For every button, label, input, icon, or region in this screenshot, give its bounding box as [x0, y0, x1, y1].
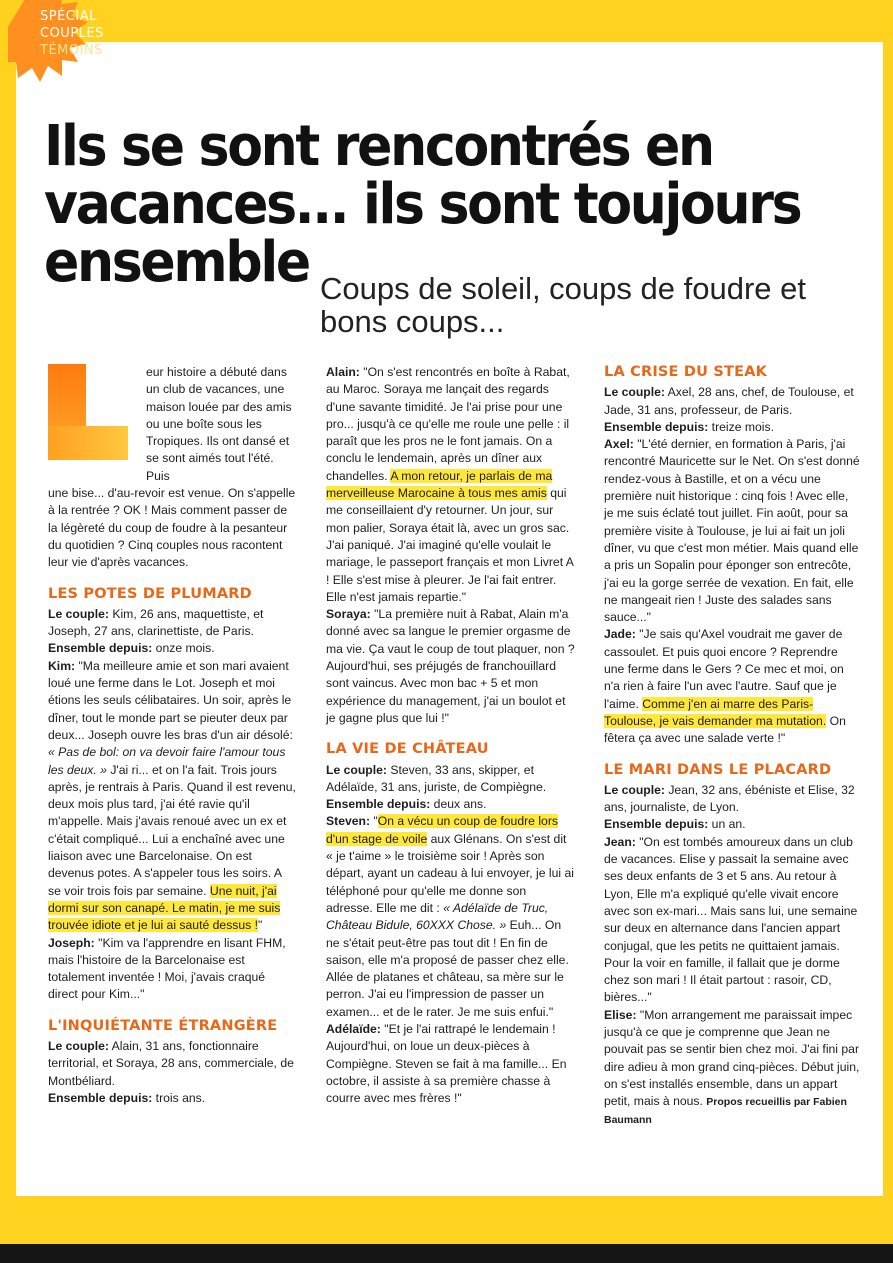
steak-since: Ensemble depuis: treize mois. — [604, 419, 774, 434]
etrangere-couple: Le couple: Alain, 31 ans, fonctionnaire territorial, et Soraya, 28 ans, commerciale, de Montbéliard. — [48, 1038, 294, 1088]
badge-line-3: TÉMOINS — [40, 43, 103, 58]
potes-since: Ensemble depuis: onze mois. — [48, 641, 215, 656]
potes-joseph: Joseph: "Kim va l'apprendre en lisant FHM, mais l'histoire de la Barcelonaise est totalement inventée ! Moi, j'avais craqué direct pour Kim..." — [48, 935, 286, 1002]
intro-rest: une bise... d'au-revoir est venue. On s'appelle à la rentrée ? OK ! Mais comment passer de la légèreté du coup de foudre à la pesanteur du quotidien ? Cinq couples nous racontent leur vie d'après vacances. — [48, 486, 296, 570]
section-title-etrangere: L'INQUIÉTANTE ÉTRANGÈRE — [48, 1017, 278, 1034]
section-title-placard: LE MARI DANS LE PLACARD — [604, 761, 832, 778]
potes-kim: Kim: "Ma meilleure amie et son mari avaient loué une ferme dans le Lot. Joseph et moi étions les seuls célibataires. Un soir, après le dîner, tout le monde part se pieuter deux par deux... Joseph ouvre les bras d'un air désolé: « Pas de bol: on va devoir faire l'amour tous les deux. » J'ai ri... et on l'a fait. Trois jours après, je rentrais à Paris. Quand il est revenu, deux mois plus tard, j'ai été ravie qu'il m'appelle. Mais j'avais renoué avec un ex et c'était compliqué... Lui a enchaîné avec une liaison avec une Barcelonaise. On est devenus potes. A s'appeler tous les soirs. A se voir trois fois par semaine. Une nuit, j'ai dormi sur son canapé. Le matin, je me suis trouvée idiote et je lui ai sauté dessus !" — [48, 658, 296, 933]
column-2 — [326, 364, 576, 1107]
etrangere-alain: Alain: "On s'est rencontrés en boîte à Rabat, au Maroc. Soraya me lançait des regards d'une savante timidité. Je l'ai prise pour une pro... jusqu'à ce qu'elle me roule une pelle : il paraît que les pros ne le font jamais. On a conclu le lendemain, après un dîner aux chandelles. A mon retour, je parlais de ma merveilleuse Marocaine à tous mes amis qui me conseillaient d'y retourner. Un jour, sur mon palier, Soraya était là, avec un gros sac. J'ai paniqué. J'ai imaginé qu'elle voulait le mariage, le passeport français et mon Livret A ! Elle s'est mise à pleurer. Je l'ai fait entrer. Elle n'est jamais repartie." — [326, 365, 574, 604]
section-title-chateau: LA VIE DE CHÂTEAU — [326, 741, 489, 758]
highlight-quote: Comme j'en ai marre des Paris-Toulouse, je vais demander ma mutation. — [604, 696, 827, 728]
etrangere-soraya: Soraya: "La première nuit à Rabat, Alain m'a donné avec sa langue le premier orgasme de ma vie. Ça vaut le coup de tout plaquer, non ? Aujourd'hui, ses préjugés de franchouillard sont vaincus. Avec mon bac + 5 et mon expérience du management, j'ai un boulot et je gagne plus que lui !" — [326, 607, 575, 725]
chateau-couple: Le couple: Steven, 33 ans, skipper, et Adélaïde, 31 ans, juriste, de Compiègne. — [326, 762, 547, 794]
yellow-frame-left — [0, 0, 16, 1263]
chateau-adelaide: Adélaïde: "Et je l'ai rattrapé le lendemain ! Aujourd'hui, on loue un deux-pièces à Compiègne. Steven se fait à ma famille... En octobre, il assiste à sa première chasse à courre avec mes frères !" — [326, 1021, 567, 1106]
steak-jade: Jade: "Je sais qu'Axel voudrait me gaver de cassoulet. Et puis quoi encore ? Reprendre une ferme dans le Gers ? Ce mec et moi, on n'a rien à faire l'un avec l'autre. Sauf que je l'aime. Comme j'en ai marre des Paris-Toulouse, je vais demander ma mutation. On fêtera ça avec une salade verte !" — [604, 627, 846, 746]
intro-indented: eur histoire a débuté dans un club de vacances, une maison louée par des amis ou une boîte sous les Tropiques. Ils ont dansé et se sont aimés tout l'été. Puis — [146, 365, 292, 483]
yellow-frame-right — [883, 0, 893, 1263]
etrangere-since: Ensemble depuis: trois ans. — [48, 1090, 206, 1105]
article-subhead: Coups de soleil, coups de foudre et bons coups... — [320, 271, 806, 339]
placard-jean: Jean: "On est tombés amoureux dans un club de vacances. Elise y passait la semaine avec ses deux enfants de 3 et 5 ans. Au retour à Lyon, Elle m'a expliqué qu'elle vivait encore avec son ex-mari... Mais sans lui, une semaine sur deux en alternance dans l'ancien appart conjugal, que les petits ne quittaient jamais. Pour la voir en famille, il fallait que je dorme chez son mari ! Il était partout : rasoir, CD, bières..." — [604, 834, 858, 1005]
column-3 — [604, 364, 860, 1130]
badge-line-2: COUPLES — [40, 26, 104, 41]
article-headline: Ils se sont rencontrés en vacances... ils sont toujours ensemble — [44, 114, 801, 295]
highlight-quote: A mon retour, je parlais de ma merveilleuse Marocaine à tous mes amis — [326, 468, 553, 501]
black-bottom-strip — [0, 1244, 893, 1263]
steak-axel: Axel: "L'été dernier, en formation à Paris, j'ai rencontré Mauricette sur le Net. On s'est donné rendez-vous à Bastille, et on a vécu une première nuit historique : cinq fois ! Avec elle, je me suis éclaté tout juillet. Fin août, pour sa première visite à Toulouse, je lui ai fait un joli dîner, vu que c'est mon métier. Mais quand elle a pris un Sopalin pour éponger son entrecôte, j'ai eu la gorge serrée de vexation. En fait, elle ne mangeait rien ! Juste des salades sans sauce..." — [604, 437, 860, 625]
steak-couple: Le couple: Axel, 28 ans, chef, de Toulouse, et Jade, 31 ans, professeur, de Paris. — [604, 385, 854, 417]
placard-couple: Le couple: Jean, 32 ans, ébéniste et Elise, 32 ans, journaliste, de Lyon. — [604, 782, 855, 815]
badge-line-1: SPÉCIAL — [40, 9, 97, 24]
highlight-quote: Une nuit, j'ai dormi sur son canapé. Le matin, je me suis trouvée idiote et je lui ai sauté dessus ! — [48, 883, 281, 933]
section-title-potes: LES POTES DE PLUMARD — [48, 585, 252, 602]
column-1 — [48, 364, 296, 1107]
chateau-since: Ensemble depuis: deux ans. — [326, 797, 487, 812]
section-title-steak: LA CRISE DU STEAK — [604, 364, 768, 380]
yellow-frame-bottom — [0, 1196, 893, 1244]
placard-since: Ensemble depuis: un an. — [604, 817, 746, 832]
highlight-quote: On a vécu un coup de foudre lors d'un stage de voile — [326, 814, 558, 846]
potes-couple: Le couple: Kim, 26 ans, maquettiste, et Joseph, 27 ans, clarinettiste, de Paris. — [48, 606, 264, 639]
chateau-steven: Steven: "On a vécu un coup de foudre lors d'un stage de voile aux Glénans. On s'est dit « je t'aime » le troisième soir ! Après son départ, ayant un cadeau à lui envoyer, je lui ai téléphoné pour qu'elle me donne son adresse. Elle me dit : « Adélaïde de Truc, Château Bidule, 60XXX Chose. » Euh... On ne s'était peut-être pas tout dit ! En fin de saison, elle m'a proposé de passer chez elle. Allée de platanes et château, sa mère sur le perron. J'ai eu l'impression de passer un examen... et de le rater. Je me suis enfui." — [326, 814, 574, 1019]
placard-elise: Elise: "Mon arrangement me paraissait impec jusqu'à ce que je comprenne que Jean ne pouvait pas se sentir bien chez moi. J'ai fini par dire adieu à mon grand cinq-pièces. Début juin, on s'est installés ensemble, dans un appart petit, mais à nous. Propos recueillis par Fabien Baumann — [604, 1007, 860, 1127]
author-credit: Propos recueillis par Fabien Baumann — [604, 1096, 847, 1127]
badge-label — [40, 8, 140, 59]
